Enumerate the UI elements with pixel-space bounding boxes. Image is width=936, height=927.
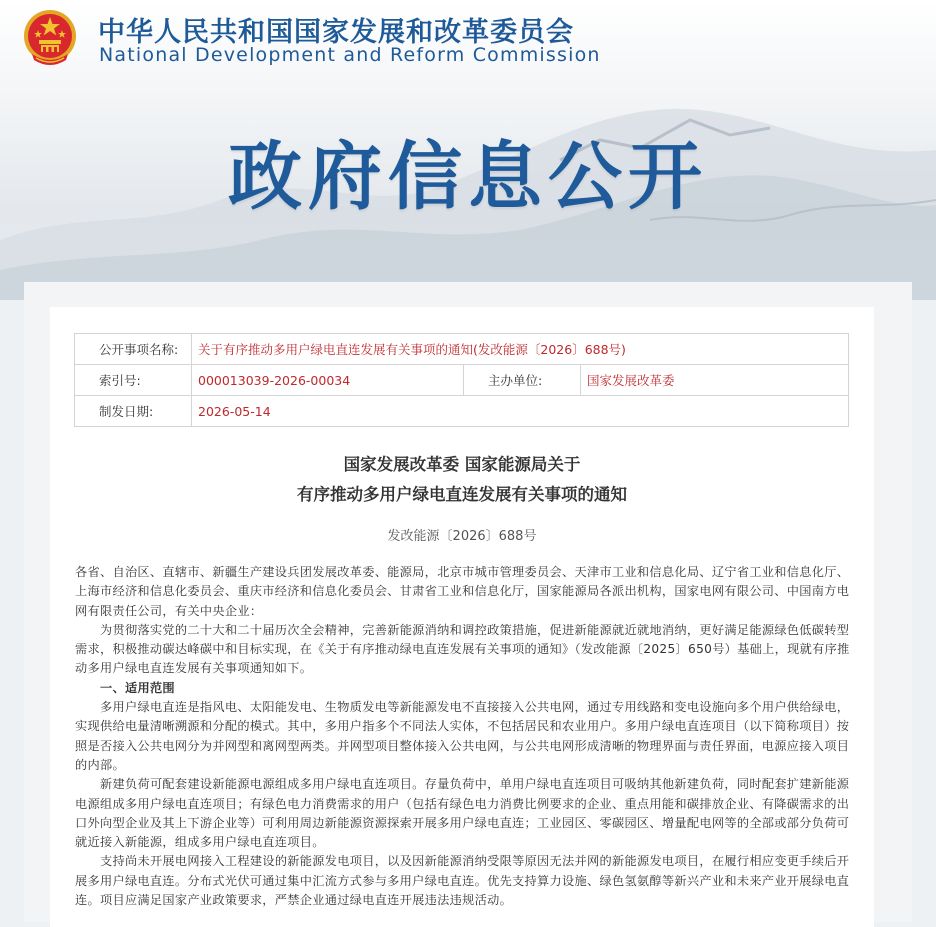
table-row	[75, 365, 849, 396]
org-name-cn: 中华人民共和国国家发展和改革委员会	[98, 17, 574, 48]
info-table	[74, 333, 849, 427]
date-value: 2026-05-14	[192, 396, 849, 427]
document-body	[75, 563, 850, 910]
body-paragraph: 多用户绿电直连是指风电、太阳能发电、生物质发电等新能源发电不直接接入公共电网，通过专用线路和变电设施向多个用户供给绿电，实现供给电量清晰溯源和分配的模式。其中，多用户指多个不同法人实体，不包括居民和农业用户。多用户绿电直连项目（以下简称项目）按照是否接入公共电网分为并网型和离网型两类。并网型项目整体接入公共电网，与公共电网形成清晰的物理界面与责任界面，电源应接入项目的内部。	[75, 700, 850, 772]
date-label: 制发日期:	[75, 396, 192, 427]
dept-value: 国家发展改革委	[581, 365, 849, 396]
org-name-en: National Development and Reform Commission	[99, 44, 601, 66]
intro-paragraph: 为贯彻落实党的二十大和二十届历次全会精神，完善新能源消纳和调控政策措施，促进新能源就近就地消纳，更好满足能源绿色低碳转型需求，积极推动碳达峰碳中和目标实现，在《关于有序推动绿电直连发展有关事项的通知》（发改能源〔2025〕650号）基础上，现就有序推动多用户绿电直连发展有关事项通知如下。	[75, 622, 850, 676]
banner-title: 政府信息公开	[228, 134, 708, 220]
table-row	[75, 396, 849, 427]
index-value: 000013039-2026-00034	[192, 365, 464, 396]
document-number: 发改能源〔2026〕688号	[387, 529, 537, 544]
index-label: 索引号:	[75, 365, 192, 396]
section-heading: 一、适用范围	[100, 680, 175, 695]
document-title-line2: 有序推动多用户绿电直连发展有关事项的通知	[297, 485, 627, 504]
dept-label: 主办单位:	[464, 365, 581, 396]
body-paragraph: 支持尚未开展电网接入工程建设的新能源发电项目，以及因新能源消纳受限等原因无法并网的新能源发电项目，在履行相应变更手续后开展多用户绿电直连。分布式光伏可通过集中汇流方式参与多用户绿电直连。优先支持算力设施、绿色氢氨醇等新兴产业和未来产业开展绿电直连。项目应满足国家产业政策要求，严禁企业通过绿电直连开展违法违规活动。	[75, 854, 850, 908]
body-paragraph: 新建负荷可配套建设新能源电源组成多用户绿电直连项目。存量负荷中，单用户绿电直连项目可吸纳其他新建负荷，同时配套扩建新能源电源组成多用户绿电直连项目；有绿色电力消费需求的用户（包括有绿色电力消费比例要求的企业、重点用能和碳排放企业、有降碳需求的出口外向型企业及其上下游企业等）可利用周边新能源资源探索开展多用户绿电直连；工业园区、零碳园区、增量配电网等的全部或部分负荷可就近接入新能源，组成多用户绿电直连项目。	[75, 777, 850, 850]
document-title-line1: 国家发展改革委 国家能源局关于	[343, 455, 581, 474]
header-background	[0, 0, 936, 300]
item-name-value: 关于有序推动多用户绿电直连发展有关事项的通知(发改能源〔2026〕688号)	[192, 334, 849, 365]
national-emblem-icon	[22, 8, 78, 68]
addressees: 各省、自治区、直辖市、新疆生产建设兵团发展改革委、能源局，北京市城市管理委员会、天津市工业和信息化局、辽宁省工业和信息化厅、上海市经济和信息化委员会、重庆市经济和信息化委员会、甘肃省工业和信息化厅，国家能源局各派出机构，国家电网有限公司、中国南方电网有限责任公司，有关中央企业：	[75, 565, 850, 618]
item-name-label: 公开事项名称:	[75, 334, 192, 365]
table-row	[75, 334, 849, 365]
